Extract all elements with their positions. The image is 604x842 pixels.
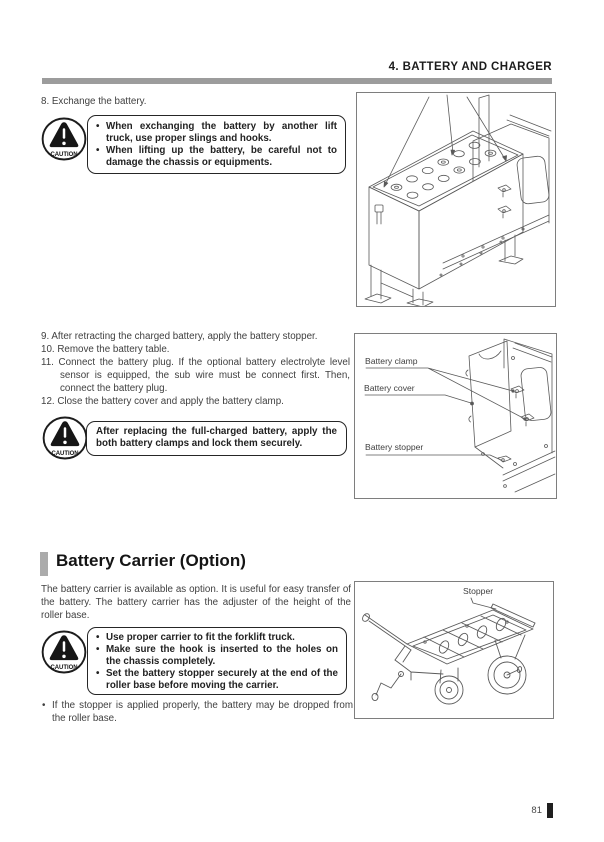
caution-icon-label: CAUTION [51,450,79,457]
steps-list [41,330,350,408]
caution-box-carrier [87,627,347,695]
caution-bullet: • Make sure the hook is inserted to the holes on the chassis completely. [95,644,338,668]
header-divider-bar [42,78,552,84]
figure-battery-lifting [356,92,556,307]
figure-battery-cover [354,333,557,499]
note-bullet-text: • If the stopper is applied properly, the battery may be dropped from the roller base. [41,699,353,725]
section-heading-bar [40,552,48,576]
figure2-label-battery-stopper: Battery stopper [365,442,424,452]
caution-text: After replacing the full-charged battery, apply the both battery clamps and lock them securely. [96,426,337,449]
figure-battery-carrier [354,581,554,719]
step-8-text: 8. Exchange the battery. [41,96,147,107]
step-10-text: 10. Remove the battery table. [41,344,170,355]
page-number-bar [547,803,553,818]
caution-icon [41,116,87,162]
caution-bullet: • When lifting up the battery, be careful not to damage the chassis or equipments. [95,145,337,169]
caution-bullet: • Use proper carrier to fit the forklift truck. [95,632,338,644]
caution-icon-label: CAUTION [50,664,78,671]
caution-box-exchange [87,115,346,174]
figure2-label-battery-clamp: Battery clamp [365,356,418,366]
figure3-label-stopper: Stopper [463,586,494,596]
caution-icon-label: CAUTION [50,151,78,158]
caution-icon [42,415,88,461]
caution-bullet: • Set the battery stopper securely at the end of the roller base before moving the carrier. [95,668,338,692]
caution-icon [41,629,87,675]
step-9-text: 9. After retracting the charged battery, apply the battery stopper. [41,331,318,342]
step-12-text: 12. Close the battery cover and apply the battery clamp. [41,396,284,407]
carrier-intro-paragraph: The battery carrier is available as option. It is useful for easy transfer of the battery. The battery carrier has the adjuster of the height of the roller base. [41,584,351,621]
caution-box-clamps [86,421,347,456]
page-header-title: 4. BATTERY AND CHARGER [388,61,552,73]
step-11-text: 11. Connect the battery plug. If the optional battery electrolyte level sensor is equipped, the sub wire must be connect first. Then, connect the battery plug. [41,357,350,394]
figure2-label-battery-cover: Battery cover [364,383,415,393]
page-number: 81 [531,805,542,816]
caution-bullet: • When exchanging the battery by another lift truck, use proper slings and hooks. [95,121,337,145]
section-title: Battery Carrier (Option) [56,551,246,570]
carrier-note [41,699,353,725]
